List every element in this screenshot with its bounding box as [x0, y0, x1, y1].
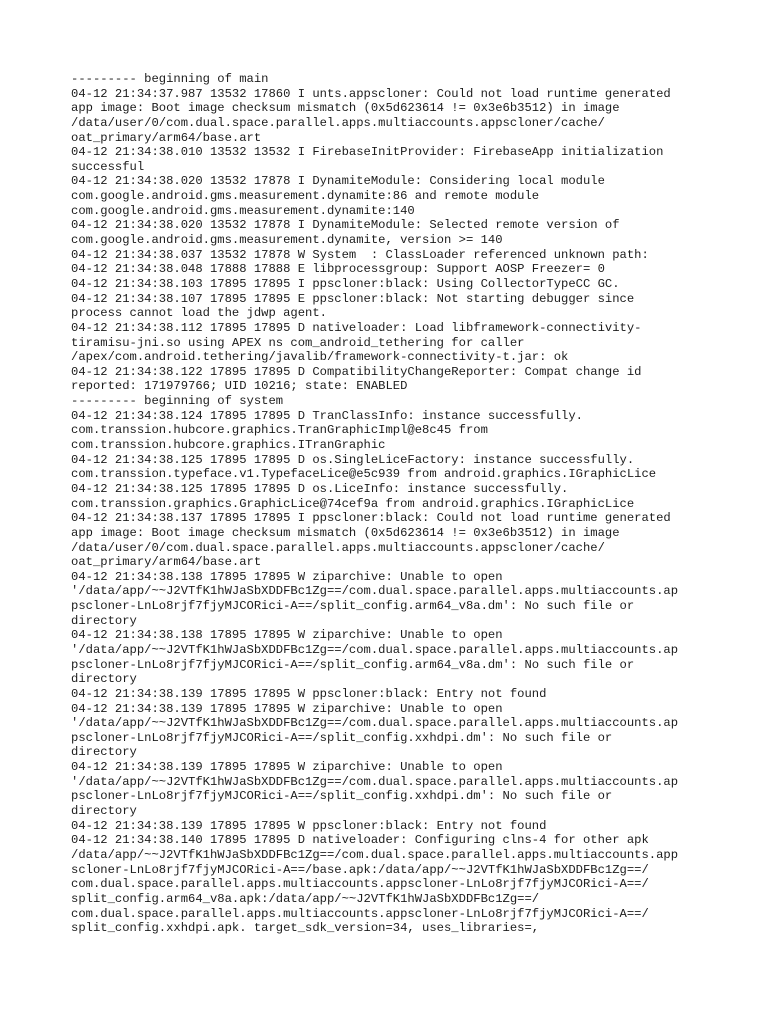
log-line: successful — [71, 159, 145, 174]
log-line: 04-12 21:34:38.010 13532 13532 I FirebaseInitProvider: FirebaseApp initialization — [71, 145, 664, 160]
log-line: 04-12 21:34:38.125 17895 17895 D os.SingleLiceFactory: instance successfully. — [71, 452, 635, 467]
log-line: pscloner-LnLo8rjf7fjyMJCORici-A==/split_config.xxhdpi.dm': No such file or — [71, 789, 613, 804]
log-line: 04-12 21:34:38.140 17895 17895 D nativeloader: Configuring clns-4 for other apk — [71, 833, 649, 848]
log-line: pscloner-LnLo8rjf7fjyMJCORici-A==/split_config.arm64_v8a.dm': No such file or — [71, 599, 635, 614]
log-line: directory — [71, 672, 137, 687]
log-line: 04-12 21:34:38.037 13532 17878 W System : ClassLoader referenced unknown path: — [71, 247, 649, 262]
log-line: com.transsion.hubcore.graphics.ITranGraphic — [71, 438, 386, 453]
log-line: com.transsion.graphics.GraphicLice@74cef9a from android.graphics.IGraphicLice — [71, 496, 635, 511]
log-line: '/data/app/~~J2VTfK1hWJaSbXDDFBc1Zg==/com.dual.space.parallel.apps.multiaccounts.ap — [71, 642, 679, 657]
log-line: tiramisu-jni.so using APEX ns com_android_tethering for caller — [71, 335, 525, 350]
log-line: '/data/app/~~J2VTfK1hWJaSbXDDFBc1Zg==/com.dual.space.parallel.apps.multiaccounts.ap — [71, 716, 679, 731]
log-line: 04-12 21:34:38.139 17895 17895 W ppscloner:black: Entry not found — [71, 818, 547, 833]
log-line: 04-12 21:34:38.122 17895 17895 D CompatibilityChangeReporter: Compat change id — [71, 364, 642, 379]
log-line: '/data/app/~~J2VTfK1hWJaSbXDDFBc1Zg==/com.dual.space.parallel.apps.multiaccounts.ap — [71, 774, 679, 789]
log-line: 04-12 21:34:38.020 13532 17878 I DynamiteModule: Selected remote version of — [71, 218, 620, 233]
log-line: 04-12 21:34:38.112 17895 17895 D nativeloader: Load libframework-connectivity- — [71, 320, 642, 335]
log-line: 04-12 21:34:38.138 17895 17895 W ziparchive: Unable to open — [71, 628, 503, 643]
logcat-output — [71, 72, 721, 936]
log-line: process cannot load the jdwp agent. — [71, 306, 327, 321]
log-line: /data/user/0/com.dual.space.parallel.apps.multiaccounts.appscloner/cache/ — [71, 115, 605, 130]
log-line: oat_primary/arm64/base.art — [71, 130, 262, 145]
log-section-separator: --------- beginning of system — [71, 394, 284, 409]
log-line: 04-12 21:34:38.107 17895 17895 E ppscloner:black: Not starting debugger since — [71, 291, 635, 306]
log-line: 04-12 21:34:38.103 17895 17895 I ppscloner:black: Using CollectorTypeCC GC. — [71, 276, 620, 291]
log-line: split_config.arm64_v8a.apk:/data/app/~~J2VTfK1hWJaSbXDDFBc1Zg==/ — [71, 891, 540, 906]
log-line: app image: Boot image checksum mismatch (0x5d623614 != 0x3e6b3512) in image — [71, 101, 620, 116]
log-line: com.transsion.hubcore.graphics.TranGraphicImpl@e8c45 from — [71, 423, 488, 438]
log-line: 04-12 21:34:38.048 17888 17888 E libprocessgroup: Support AOSP Freezer= 0 — [71, 262, 605, 277]
log-line: 04-12 21:34:38.139 17895 17895 W ziparchive: Unable to open — [71, 701, 503, 716]
log-line: 04-12 21:34:38.125 17895 17895 D os.LiceInfo: instance successfully. — [71, 481, 569, 496]
log-line: app image: Boot image checksum mismatch (0x5d623614 != 0x3e6b3512) in image — [71, 525, 620, 540]
log-line: com.google.android.gms.measurement.dynamite, version >= 140 — [71, 233, 503, 248]
log-line: oat_primary/arm64/base.art — [71, 555, 262, 570]
log-line: directory — [71, 613, 137, 628]
log-line: /apex/com.android.tethering/javalib/framework-connectivity-t.jar: ok — [71, 350, 569, 365]
log-section-separator: --------- beginning of main — [71, 72, 269, 86]
log-line: directory — [71, 745, 137, 760]
log-line: 04-12 21:34:38.137 17895 17895 I ppscloner:black: Could not load runtime generated — [71, 511, 671, 526]
log-line: 04-12 21:34:38.139 17895 17895 W ziparchive: Unable to open — [71, 760, 503, 775]
log-line: 04-12 21:34:38.139 17895 17895 W ppscloner:black: Entry not found — [71, 686, 547, 701]
log-line: com.google.android.gms.measurement.dynamite:86 and remote module — [71, 189, 540, 204]
log-line: pscloner-LnLo8rjf7fjyMJCORici-A==/split_config.xxhdpi.dm': No such file or — [71, 730, 613, 745]
log-line: com.google.android.gms.measurement.dynamite:140 — [71, 203, 415, 218]
log-line: com.dual.space.parallel.apps.multiaccounts.appscloner-LnLo8rjf7fjyMJCORici-A==/ — [71, 877, 649, 892]
log-line: 04-12 21:34:38.138 17895 17895 W ziparchive: Unable to open — [71, 569, 503, 584]
log-line: com.dual.space.parallel.apps.multiaccounts.appscloner-LnLo8rjf7fjyMJCORici-A==/ — [71, 906, 649, 921]
log-line: 04-12 21:34:38.020 13532 17878 I DynamiteModule: Considering local module — [71, 174, 605, 189]
log-line: 04-12 21:34:37.987 13532 17860 I unts.appscloner: Could not load runtime generated — [71, 86, 671, 101]
log-line: pscloner-LnLo8rjf7fjyMJCORici-A==/split_config.arm64_v8a.dm': No such file or — [71, 657, 635, 672]
log-line: '/data/app/~~J2VTfK1hWJaSbXDDFBc1Zg==/com.dual.space.parallel.apps.multiaccounts.ap — [71, 584, 679, 599]
log-line: reported: 171979766; UID 10216; state: ENABLED — [71, 379, 408, 394]
log-line: /data/user/0/com.dual.space.parallel.apps.multiaccounts.appscloner/cache/ — [71, 540, 605, 555]
log-line: /data/app/~~J2VTfK1hWJaSbXDDFBc1Zg==/com.dual.space.parallel.apps.multiaccounts.app — [71, 847, 679, 862]
log-line: 04-12 21:34:38.124 17895 17895 D TranClassInfo: instance successfully. — [71, 408, 583, 423]
log-line: directory — [71, 804, 137, 819]
log-line: split_config.xxhdpi.apk. target_sdk_version=34, uses_libraries=, — [71, 921, 540, 936]
log-line: com.transsion.typeface.v1.TypefaceLice@e5c939 from android.graphics.IGraphicLice — [71, 467, 657, 482]
log-line: scloner-LnLo8rjf7fjyMJCORici-A==/base.apk:/data/app/~~J2VTfK1hWJaSbXDDFBc1Zg==/ — [71, 862, 649, 877]
